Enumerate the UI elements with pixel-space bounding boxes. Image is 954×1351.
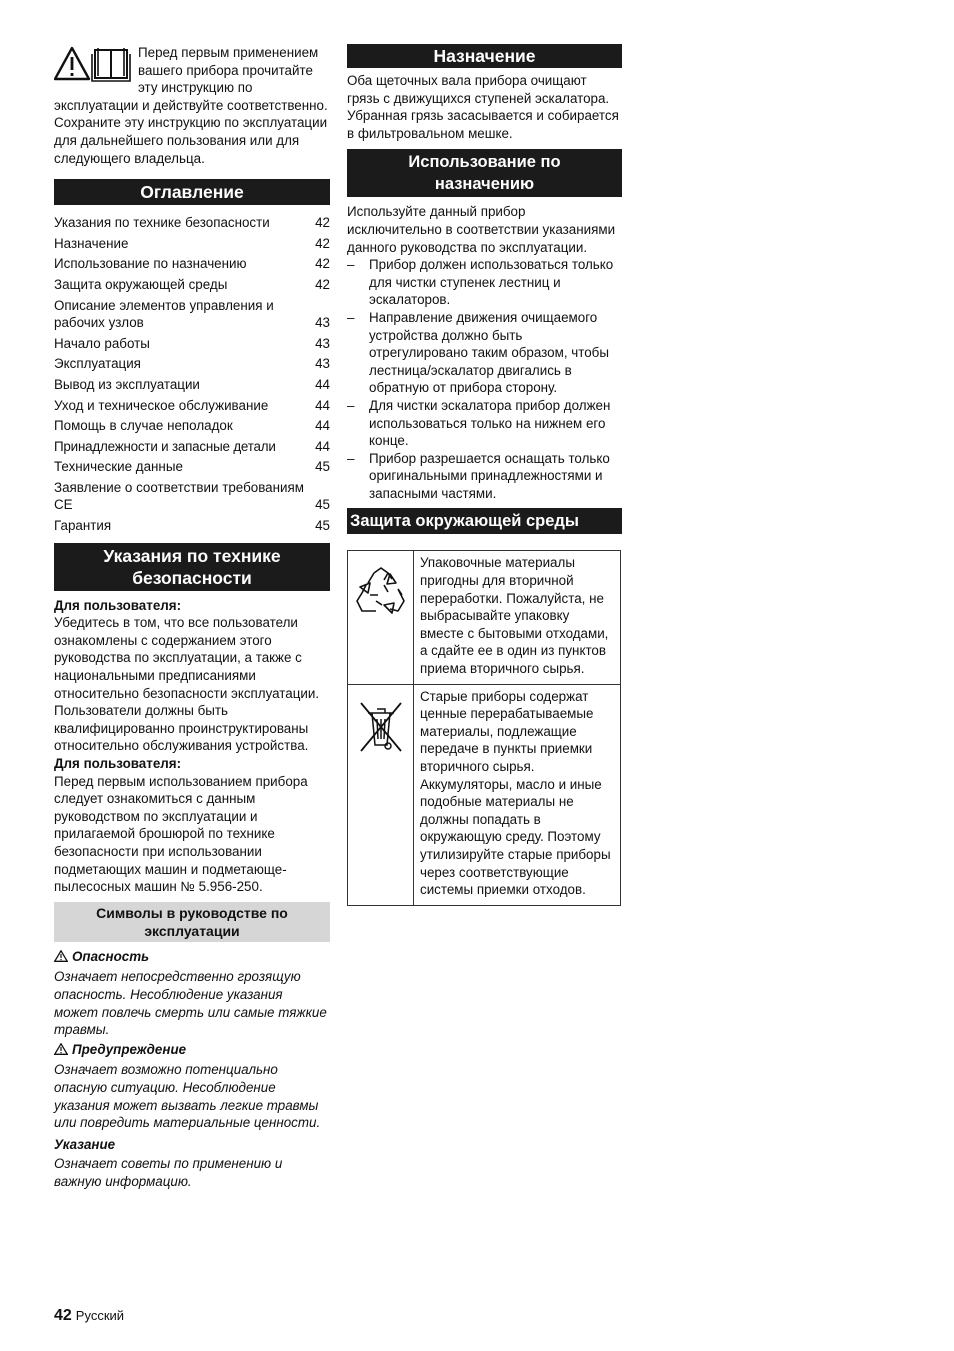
list-item: – Направление движения очищаемого устройства должно быть отрегулировано таким образом, чтобы лестница/эскалатор двигались в обратную от прибора сторону. [347, 309, 622, 397]
toc-item-title: Защита окружающей среды [54, 276, 228, 292]
proper-use-heading: Использование по назначению [347, 149, 622, 197]
table-row [348, 551, 621, 684]
toc-item[interactable] [54, 457, 330, 478]
user-label-1: Для пользователя: [54, 597, 182, 613]
toc-item-page: 42 [315, 215, 330, 231]
toc-item-title: Уход и техническое обслуживание [54, 397, 269, 413]
toc-item-page: 45 [315, 497, 330, 513]
warning-text: Означает возможно потенциально опасную ситуацию. Несоблюдение указания может вызвать легкие травмы или повредить материальные ценности. [54, 1062, 321, 1131]
toc-item-title: Технические данные [54, 459, 183, 475]
toc-item-page: 44 [315, 418, 330, 434]
toc-item-title: Вывод из эксплуатации [54, 376, 200, 392]
toc-item[interactable] [54, 354, 330, 375]
toc-item-title: Указания по технике безопасности [54, 215, 270, 231]
danger-title: Опасность [72, 948, 150, 964]
page-footer [54, 1307, 124, 1325]
warning-triangle-icon [54, 950, 68, 962]
toc-item[interactable] [54, 375, 330, 396]
proper-use-text: Используйте данный прибор исключительно в соответствии указаниями данного руководства по эксплуатации. [347, 204, 616, 255]
warning-triangle-icon [54, 1043, 68, 1055]
user-text-1: Убедитесь в том, что все пользователи ознакомлены с содержанием этого руководства по эксплуатации, а также с национальными предписаниями относительно безопасности эксплуатации. Пользователи должны быть квалифицированно проинструктированы относительно обслуживания устройства. [54, 615, 320, 754]
toc-item[interactable] [54, 478, 330, 516]
toc-item-title: Заявление о соответствии требованиям CE [54, 479, 304, 513]
toc-item[interactable] [54, 296, 330, 334]
toc-item-page: 43 [315, 335, 330, 351]
intro-block [54, 44, 330, 167]
page-number: 42 [54, 1307, 72, 1324]
environment-text-cell: Старые приборы содержат ценные перерабатываемые материалы, подлежащие передаче в пункты приемки вторичного сырья. Аккумуляторы, масло и иные подобные материалы не должны попадать в окружающую среду. Поэтому утилизируйте старые приборы через соответствующие системы приемки отходов. [414, 684, 621, 905]
toc-item-page: 42 [315, 256, 330, 272]
icon-cell [348, 551, 414, 684]
toc-item-page: 45 [315, 459, 330, 475]
environment-text-cell: Упаковочные материалы пригодны для вторичной переработки. Пожалуйста, не выбрасывайте упаковку вместе с бытовыми отходами, а сдайте ее в один из пунктов приема вторичного сырья. [414, 551, 621, 684]
safety-heading: Указания по технике безопасности [54, 543, 330, 591]
list-item: – Прибор должен использоваться только для чистки ступенек лестниц и эскалаторов. [347, 256, 622, 309]
environment-table [347, 550, 621, 905]
recycle-icon [354, 565, 408, 619]
toc-item-page: 44 [315, 438, 330, 454]
warning-title: Предупреждение [72, 1041, 187, 1057]
toc-item[interactable] [54, 396, 330, 417]
danger-title-line [54, 948, 330, 966]
warning-manual-icon [54, 46, 132, 82]
right-column [347, 44, 622, 906]
toc-item-title: Описание элементов управления и рабочих узлов [54, 297, 274, 331]
toc-item[interactable] [54, 437, 330, 458]
icon-cell [348, 684, 414, 905]
user-text-2: Перед первым использованием прибора следует ознакомиться с данным руководством по эксплуатации и прилагаемой брошюрой по технике безопасности при использовании подметающих машин и подметающе-пылесосных машин № 5.956-250. [54, 773, 308, 895]
toc-item[interactable] [54, 275, 330, 296]
purpose-text: Оба щеточных вала прибора очищают грязь с движущихся ступеней эскалатора. Убранная грязь засасывается и собирается в фильтровальном мешке. [347, 73, 619, 141]
environment-heading: Защита окружающей среды [347, 508, 622, 534]
toc-item[interactable] [54, 516, 330, 537]
toc-item-page: 43 [315, 356, 330, 372]
toc-item-page: 44 [315, 397, 330, 413]
toc-item-title: Эксплуатация [54, 356, 141, 372]
toc-item-page: 42 [315, 235, 330, 251]
note-title: Указание [54, 1136, 116, 1152]
toc-item-title: Использование по назначению [54, 256, 247, 272]
danger-text: Означает непосредственно грозящую опасность. Несоблюдение указания может повлечь смерть или самые тяжкие травмы. [54, 969, 327, 1038]
toc-list [54, 213, 330, 537]
intro-text: Перед первым применением вашего прибора прочитайте эту инструкцию по эксплуатации и действуйте соответственно. Сохраните эту инструкцию по эксплуатации для дальнейшего пользования или для следующего владельца. [54, 45, 328, 166]
toc-item-page: 45 [315, 518, 330, 534]
toc-item[interactable] [54, 334, 330, 355]
toc-item-title: Помощь в случае неполадок [54, 418, 233, 434]
user-label-2: Для пользователя: [54, 756, 182, 771]
list-item: – Прибор разрешается оснащать только оригинальными принадлежностями и запасными частями. [347, 450, 622, 503]
toc-item[interactable] [54, 416, 330, 437]
toc-item-page: 44 [315, 376, 330, 392]
footer-language: Русский [75, 1308, 125, 1323]
note-text: Означает советы по применению и важную информацию. [54, 1156, 283, 1189]
toc-item-page: 43 [315, 315, 330, 331]
toc-item[interactable] [54, 234, 330, 255]
toc-item-page: 42 [315, 276, 330, 292]
purpose-heading: Назначение [347, 44, 622, 68]
table-row [348, 684, 621, 905]
toc-item-title: Гарантия [54, 518, 112, 534]
crossed-bin-icon [358, 699, 404, 753]
warning-title-line [54, 1041, 330, 1059]
list-item: – Для чистки эскалатора прибор должен использоваться только на нижнем его конце. [347, 397, 622, 450]
toc-item-title: Назначение [54, 235, 129, 251]
proper-use-list [347, 256, 622, 502]
toc-heading: Оглавление [54, 179, 330, 205]
toc-item-title: Принадлежности и запасные детали [54, 438, 276, 454]
left-column [54, 44, 330, 1190]
toc-item-title: Начало работы [54, 335, 150, 351]
toc-item[interactable] [54, 213, 330, 234]
symbols-heading: Символы в руководстве по эксплуатации [54, 902, 330, 942]
toc-item[interactable] [54, 254, 330, 275]
